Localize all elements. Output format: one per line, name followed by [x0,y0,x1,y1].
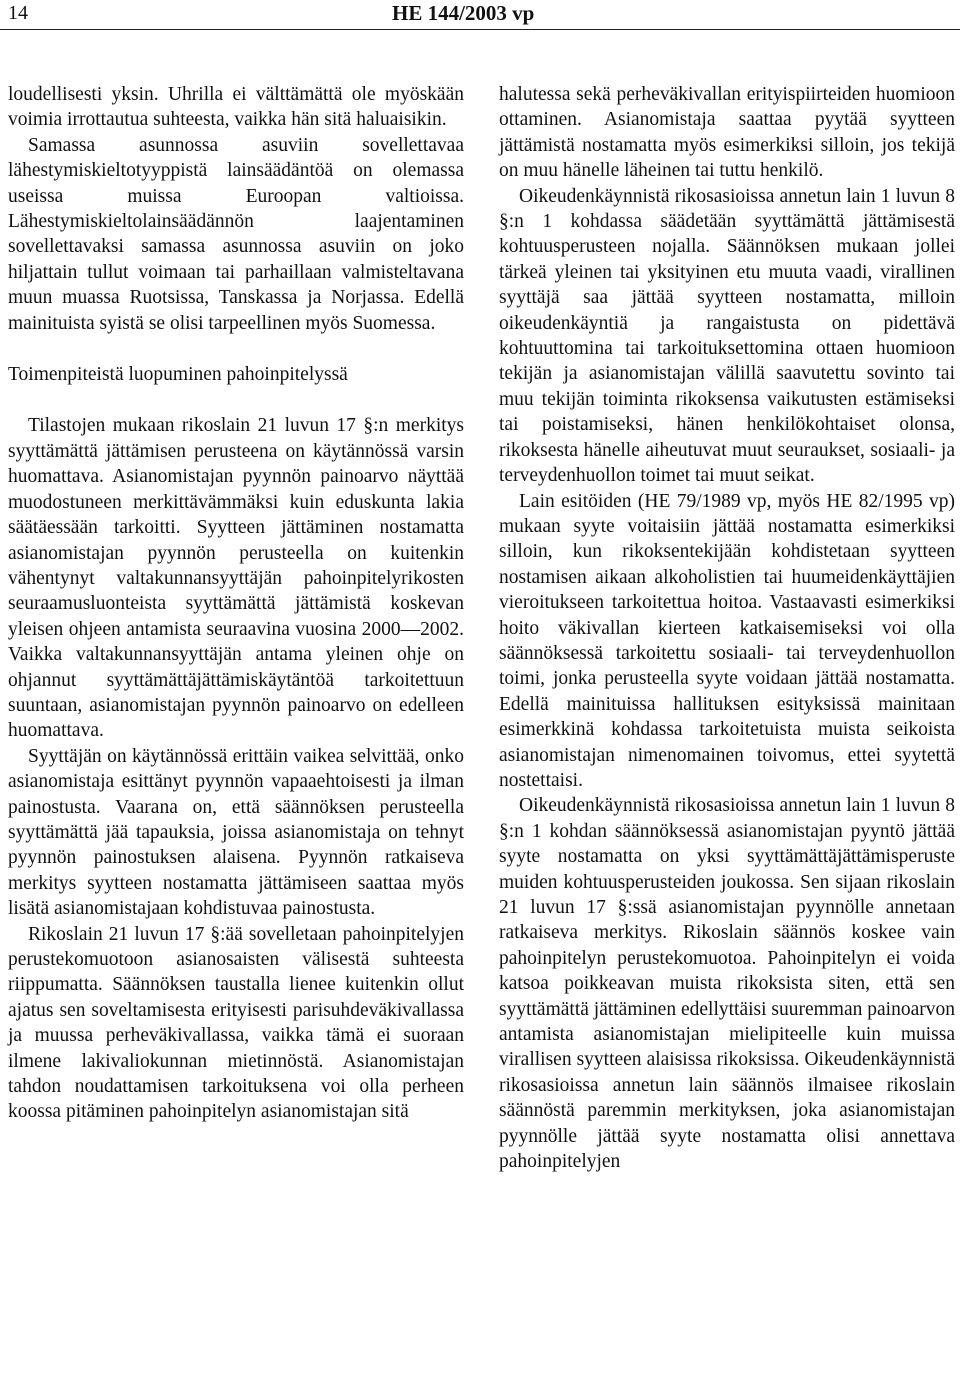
left-column [8,82,464,1125]
paragraph: Oikeudenkäynnistä rikosasioissa annetun lain 1 luvun 8 §:n 1 kohdassa säädetään syyttämättä jättämisestä kohtuusperusteen nojalla. Säännöksen mukaan jollei tärkeä yleinen tai yksityinen etu muuta vaadi, virallinen syyttäjä saa jättää syytteen nostamatta, milloin oikeudenkäyntiä ja rangaistusta on pidettävä kohtuuttomina tai tarkoituksettomina ottaen huomioon tekijän ja asianomistajan välillä saavutettu sovinto tai muu tekijän toiminta rikoksensa vaikutusten estämiseksi tai poistamiseksi, hänen henkilökohtaiset olonsa, rikoksesta hänelle aiheutuvat muut seuraukset, sosiaali- ja terveydenhuollon toimet tai muut seikat. [499,185,955,487]
paragraph: Tilastojen mukaan rikoslain 21 luvun 17 §:n merkitys syyttämättä jättämisen perusteena on käytännössä varsin huomattava. Asianomistajan pyynnön painoarvo näyttää muodostuneen merkittävämmäksi kuin eduskunta lakia säätäessään tarkoitti. Syytteen jättäminen nostamatta asianomistajan pyynnön perusteella on kuitenkin vähentynyt valtakunnansyyttäjän pahoinpitelyrikosten seuraamusluonteista syyttämättä jättämistä koskevan yleisen ohjeen antamista seuraavina vuosina 2000—2002. Vaikka valtakunnansyyttäjän antama yleinen ohje on ohjannut syyttämättäjättämiskäytäntöä tarkoitettuun suuntaan, asianomistajan pyynnön painoarvo on edelleen huomattava. [8,415,464,742]
paragraph: loudellisesti yksin. Uhrilla ei välttämättä ole myöskään voimia irrottautua suhteesta, vaikka hän sitä haluaisikin. [8,84,464,131]
paragraph: Rikoslain 21 luvun 17 §:ää sovelletaan pahoinpitelyjen perustekomuotoon asianosaisten välisestä suhteesta riippumatta. Säännöksen taustalla lienee kuitenkin ollut ajatus sen soveltamisesta erityisesti parisuhdeväkivallassa ja muussa perheväkivallassa, vaikka tämä ei suoraan ilmene lakivaliokunnan mietinnöstä. Asianomistajan tahdon noudattamisen tarkoituksena voi olla perheen koossa pitäminen pahoinpitelyn asianomistajan sitä [8,923,464,1123]
paragraph: halutessa sekä perheväkivallan erityispiirteiden huomioon ottaminen. Asianomistaja saattaa pyytää syytteen jättämistä nostamatta myös esimerkiksi silloin, jos tekijä on muu hänelle läheinen tai tuttu henkilö. [499,84,955,182]
page-header [0,0,960,30]
paragraph: Syyttäjän on käytännössä erittäin vaikea selvittää, onko asianomistaja esittänyt pyynnön vapaaehtoisesti ja ilman painostusta. Vaarana on, että säännöksen perusteella syyttämättä jää tapauksia, joissa asianomistaja on tehnyt pyynnön painostuksen alaisena. Pyynnön ratkaiseva merkitys syytteen nostamatta jättämiseen saattaa myös lisätä asianomistajaan kohdistuvaa painostusta. [8,745,464,920]
paragraph: Lain esitöiden (HE 79/1989 vp, myös HE 82/1995 vp) mukaan syyte voitaisiin jättää nostamatta esimerkiksi silloin, kun rikoksentekijään kohdistetaan syytteen nostamisen aikaan alkoholistien tai huumeidenkäyttäjien vieroitukseen tarkoitettua hoitoa. Vastaavasti esimerkiksi hoito väkivallan kierteen katkaisemiseksi voi olla säännöksessä tarkoitettu sosiaali- tai terveydenhuollon toimi, jonka perusteella syyte voidaan jättää nostamatta. Edellä mainituissa hallituksen esityksissä mainitaan esimerkkinä kohdassa tarkoitetuista muista seikoista asianomistajan nimenomainen toivomus, ettei syytettä nostettaisi. [499,490,955,791]
section-heading: Toimenpiteistä luopuminen pahoinpitelyssä [8,364,348,386]
header-divider [0,29,960,30]
right-column [499,82,955,1174]
paragraph: Oikeudenkäynnistä rikosasioissa annetun lain 1 luvun 8 §:n 1 kohdan säännöksessä asianomistajan pyyntö jättää syyte nostamatta on yksi syyttämättäjättämisperuste muiden kohtuusperusteiden joukossa. Sen sijaan rikoslain 21 luvun 17 §:ssä asianomistajan pyynnölle annetaan ratkaiseva merkitys. Rikoslain säännös koskee vain pahoinpitelyn perustekomuotoa. Pahoinpitelyn ei voida katsoa poikkeavan muista rikoksista siten, että sen syyttämättä jättäminen edellyttäisi suuremman painoarvon antamista asianomistajan mielipiteelle kuin muissa virallisen syytteen alaisissa rikoksissa. Oikeudenkäynnistä rikosasioissa annetun lain säännös ilmaisee rikoslain säännöstä paremmin merkityksen, joka asianomistajan pyynnölle jättää syyte nostamatta olisi annettava pahoinpitelyjen [499,795,955,1173]
page-number: 14 [8,2,28,24]
paragraph: Samassa asunnossa asuviin sovellettavaa lähestymiskieltotyyppistä lainsäädäntöä on olemassa useissa muissa Euroopan valtioissa. Lähestymiskieltolainsäädännön laajentaminen sovellettavaksi samassa asunnossa asuviin on joko hiljattain tullut voimaan tai parhaillaan valmisteltavana muun muassa Ruotsissa, Tanskassa ja Norjassa. Edellä mainituista syistä se olisi tarpeellinen myös Suomessa. [8,134,464,334]
document-id: HE 144/2003 vp [392,1,535,25]
